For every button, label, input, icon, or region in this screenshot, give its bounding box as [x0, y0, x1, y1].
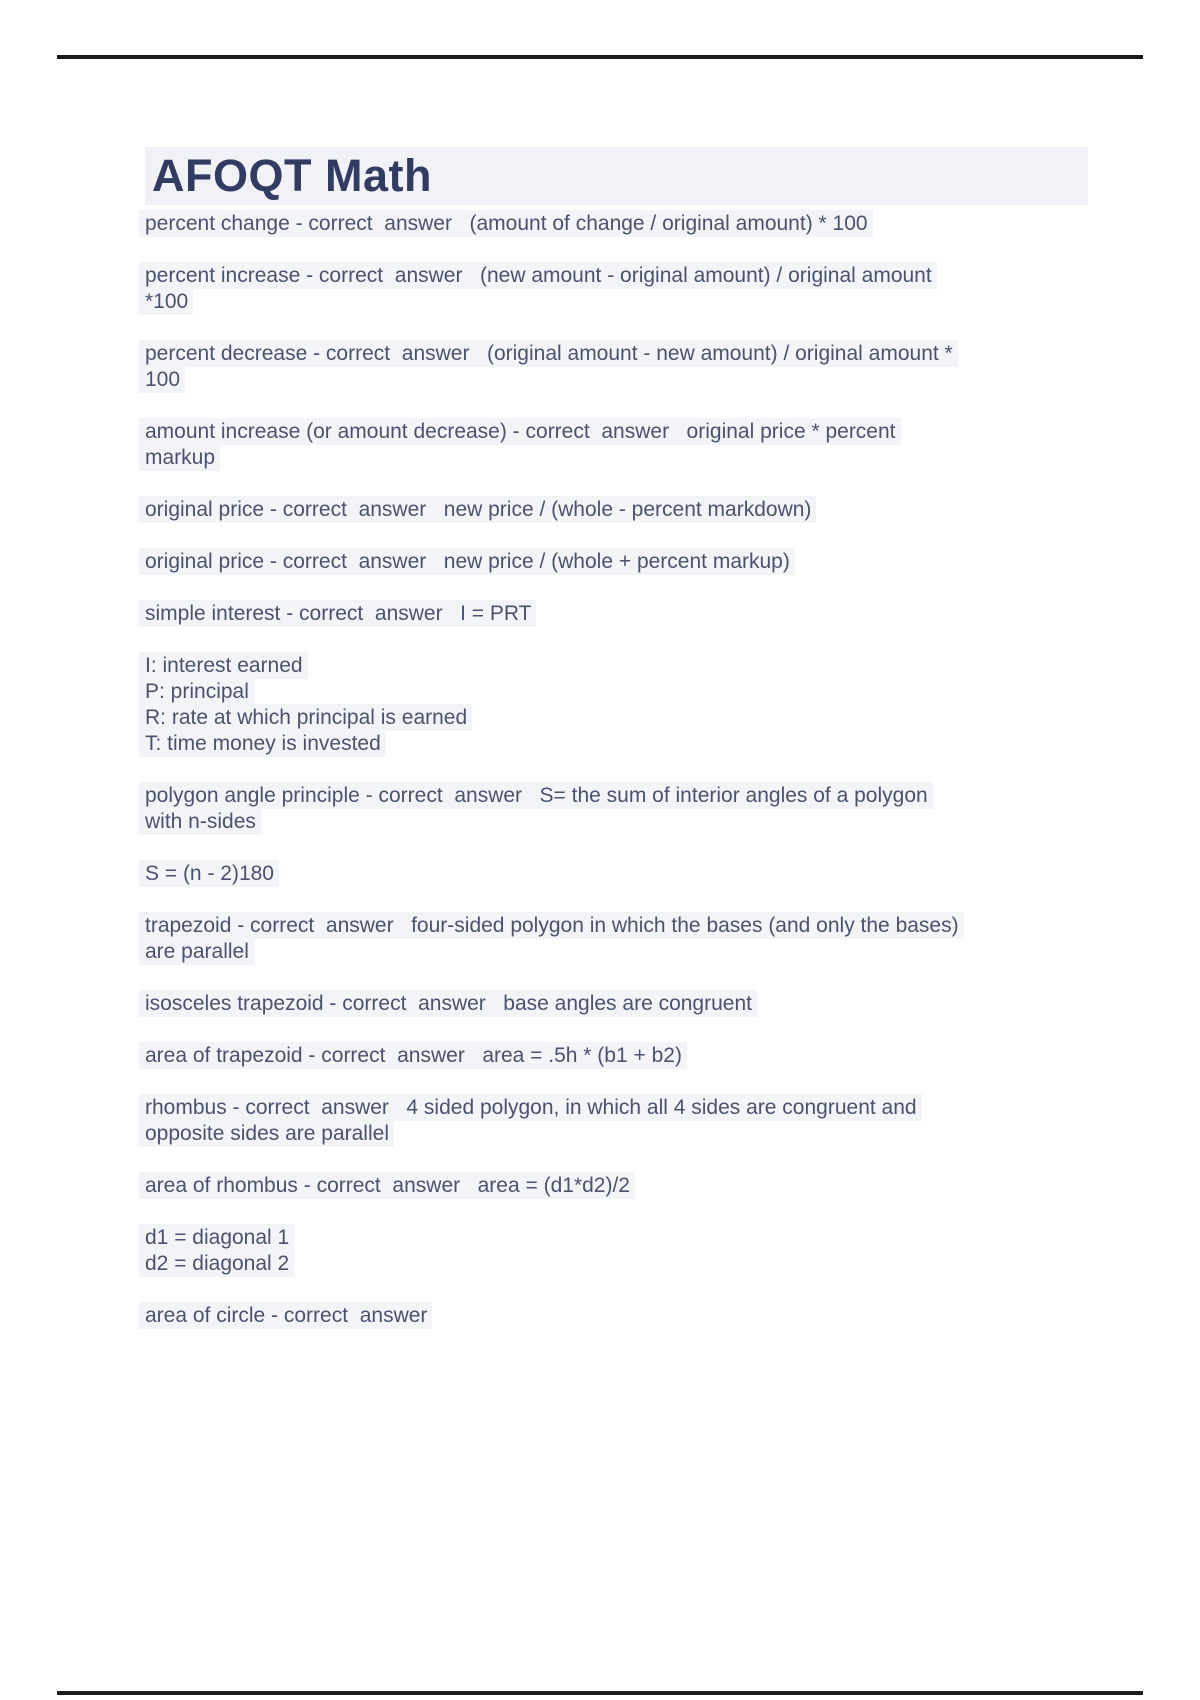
page-title: AFOQT Math: [145, 147, 1088, 205]
flashcard-line-text: percent change - correct answer (amount of change / original amount) * 100: [139, 210, 873, 237]
flashcard-line: [139, 913, 1139, 939]
flashcard-entry: [139, 263, 1139, 315]
flashcard-line: [139, 497, 1139, 523]
flashcard-line-text: original price - correct answer new price / (whole + percent markup): [139, 548, 795, 575]
flashcard-entry: [139, 1095, 1139, 1147]
flashcard-line-text: I: interest earned: [139, 652, 308, 679]
flashcard-line-text: are parallel: [139, 938, 254, 965]
flashcard-list: [139, 211, 1139, 1355]
flashcard-line-text: T: time money is invested: [139, 730, 386, 757]
flashcard-line-text: d1 = diagonal 1: [139, 1224, 294, 1251]
flashcard-line-text: original price - correct answer new price / (whole - percent markdown): [139, 496, 816, 523]
flashcard-line-text: simple interest - correct answer I = PRT: [139, 600, 536, 627]
flashcard-line-text: polygon angle principle - correct answer S= the sum of interior angles of a polygon: [139, 782, 933, 809]
flashcard-entry: [139, 653, 1139, 757]
flashcard-line-text: percent decrease - correct answer (original amount - new amount) / original amount *: [139, 340, 958, 367]
flashcard-line: [139, 1225, 1139, 1251]
flashcard-line: [139, 211, 1139, 237]
flashcard-entry: [139, 1303, 1139, 1329]
flashcard-entry: [139, 861, 1139, 887]
flashcard-entry: [139, 913, 1139, 965]
flashcard-line-text: area of trapezoid - correct answer area = .5h * (b1 + b2): [139, 1042, 687, 1069]
flashcard-line-text: area of circle - correct answer: [139, 1302, 432, 1329]
flashcard-line: [139, 445, 1139, 471]
flashcard-line: [139, 679, 1139, 705]
flashcard-entry: [139, 601, 1139, 627]
flashcard-line: [139, 653, 1139, 679]
flashcard-line-text: isosceles trapezoid - correct answer base angles are congruent: [139, 990, 757, 1017]
flashcard-line: [139, 341, 1139, 367]
flashcard-entry: [139, 1043, 1139, 1069]
flashcard-line-text: *100: [139, 288, 193, 315]
flashcard-line: [139, 601, 1139, 627]
flashcard-line: [139, 861, 1139, 887]
flashcard-line: [139, 939, 1139, 965]
flashcard-line: [139, 705, 1139, 731]
flashcard-line-text: trapezoid - correct answer four-sided polygon in which the bases (and only the bases): [139, 912, 964, 939]
flashcard-line: [139, 1303, 1139, 1329]
flashcard-line: [139, 419, 1139, 445]
flashcard-line: [139, 1173, 1139, 1199]
flashcard-line: [139, 1043, 1139, 1069]
bottom-horizontal-rule: [57, 1691, 1143, 1695]
flashcard-line: [139, 1251, 1139, 1277]
flashcard-line: [139, 1095, 1139, 1121]
flashcard-line-text: 100: [139, 366, 185, 393]
flashcard-line: [139, 991, 1139, 1017]
flashcard-line-text: amount increase (or amount decrease) - correct answer original price * percent: [139, 418, 901, 445]
flashcard-line: [139, 289, 1139, 315]
flashcard-line-text: S = (n - 2)180: [139, 860, 279, 887]
flashcard-entry: [139, 211, 1139, 237]
flashcard-line: [139, 1121, 1139, 1147]
flashcard-line-text: opposite sides are parallel: [139, 1120, 394, 1147]
flashcard-line-text: rhombus - correct answer 4 sided polygon, in which all 4 sides are congruent and: [139, 1094, 922, 1121]
flashcard-entry: [139, 549, 1139, 575]
flashcard-line-text: percent increase - correct answer (new amount - original amount) / original amount: [139, 262, 937, 289]
flashcard-line-text: R: rate at which principal is earned: [139, 704, 472, 731]
flashcard-line: [139, 367, 1139, 393]
flashcard-line-text: d2 = diagonal 2: [139, 1250, 294, 1277]
flashcard-line-text: markup: [139, 444, 220, 471]
flashcard-line: [139, 263, 1139, 289]
flashcard-line-text: area of rhombus - correct answer area = (d1*d2)/2: [139, 1172, 635, 1199]
flashcard-line: [139, 809, 1139, 835]
top-horizontal-rule: [57, 55, 1143, 59]
flashcard-line: [139, 549, 1139, 575]
flashcard-entry: [139, 341, 1139, 393]
flashcard-entry: [139, 991, 1139, 1017]
flashcard-entry: [139, 1225, 1139, 1277]
flashcard-line-text: with n-sides: [139, 808, 261, 835]
flashcard-entry: [139, 783, 1139, 835]
flashcard-entry: [139, 419, 1139, 471]
flashcard-entry: [139, 497, 1139, 523]
flashcard-line: [139, 731, 1139, 757]
flashcard-entry: [139, 1173, 1139, 1199]
flashcard-line-text: P: principal: [139, 678, 254, 705]
flashcard-line: [139, 783, 1139, 809]
